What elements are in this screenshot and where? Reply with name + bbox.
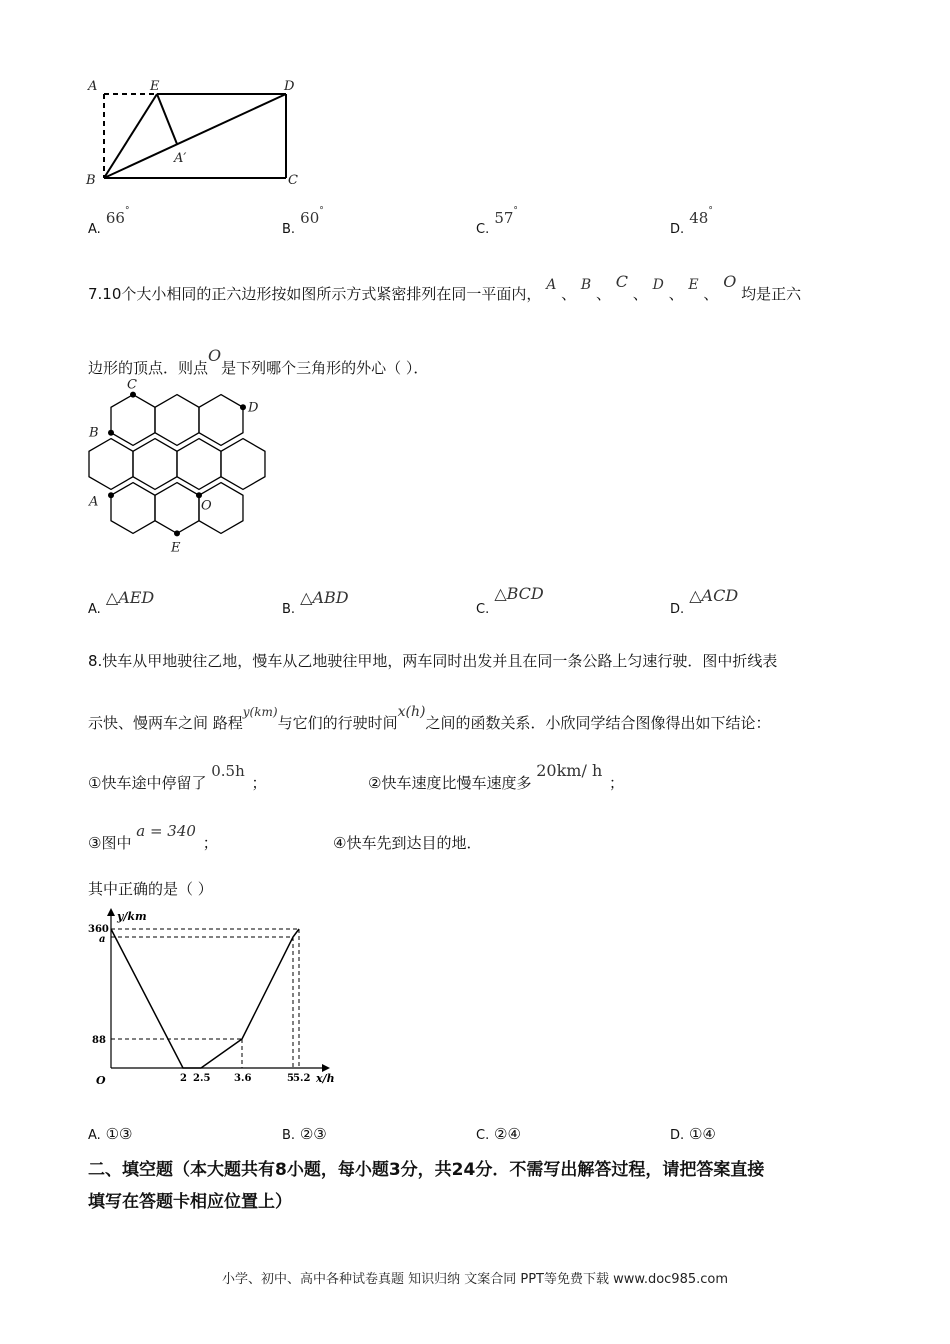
point-E-dot: [174, 530, 180, 536]
point-E-label: E: [170, 540, 181, 556]
footer-text: 小学、初中、高中各种试卷真题 知识归纳 文案合同 PPT等免费下载 www.doc985.com: [221, 1272, 729, 1287]
option-label: C.: [476, 602, 490, 617]
q8-x-tick-3-6: 3.6: [234, 1073, 252, 1084]
q7-option-d[interactable]: [670, 586, 739, 617]
option-value: 60: [300, 209, 320, 227]
point-O-label: O: [200, 498, 212, 514]
degree-sign: °: [319, 205, 324, 216]
option-label: D.: [670, 222, 685, 237]
option-label: C.: [476, 1128, 490, 1143]
q7-sep: 、: [561, 285, 577, 303]
option-label: C.: [476, 222, 490, 237]
section-2-heading-line-1: 二、填空题（本大题共有8小题，每小题3分，共24分．不需写出解答过程，请把答案直接: [88, 1160, 765, 1180]
q8-text: 示快、慢两车之间 路程: [88, 714, 243, 732]
q7-text: 7.10个大小相同的正六边形按如图所示方式紧密排列在同一平面内，: [88, 285, 542, 303]
hexagon: [133, 439, 177, 490]
section-2-heading: [88, 1154, 764, 1218]
q8-x-tick-2-5: 2.5: [193, 1073, 211, 1084]
option-label: B.: [282, 222, 296, 237]
point-A-dot: [108, 492, 114, 498]
q8-text: ④快车先到达目的地．: [333, 834, 482, 852]
q7-text: 边形的顶点．则点: [88, 359, 209, 377]
hexagon: [177, 439, 221, 490]
point-A-label: A: [89, 494, 99, 510]
point-D-dot: [240, 404, 246, 410]
q8-question: [88, 879, 213, 899]
option-value: 48: [689, 209, 709, 227]
q8-text: ；: [202, 834, 218, 852]
hexagon: [111, 483, 155, 534]
q6-point-A-prime: A′: [174, 151, 187, 166]
option-label: A.: [88, 1128, 101, 1143]
q7-point-e: E: [688, 277, 699, 293]
q7-line-1: [88, 272, 802, 305]
degree-sign: °: [513, 205, 518, 216]
q8-origin-label: O: [96, 1074, 106, 1087]
q6-rectangle-figure: [80, 72, 310, 192]
degree-sign: °: [124, 205, 130, 216]
point-B-label: B: [89, 425, 99, 441]
q7-option-c[interactable]: [476, 584, 544, 617]
q6-point-D: D: [284, 79, 295, 94]
q8-text: ②快车速度比慢车速度多: [368, 774, 532, 792]
q7-point-c: C: [615, 272, 629, 291]
section-2-heading-line-2: 填写在答题卡相应位置上）: [88, 1192, 292, 1212]
option-label: A.: [88, 222, 101, 237]
q7-text: 是下列哪个三角形的外心（ ）．: [221, 359, 429, 377]
q8-text: ①快车途中停留了: [88, 774, 207, 792]
q8-text: 8.快车从甲地驶往乙地，慢车从乙地驶往甲地，两车同时出发并且在同一条公路上匀速行驶．图中折线表: [88, 652, 778, 670]
q7-sep: 、: [668, 285, 684, 303]
hexagon: [89, 439, 133, 490]
q8-option-c[interactable]: [476, 1124, 521, 1146]
hexagon: [155, 395, 199, 446]
hexagon: [155, 483, 199, 534]
q7-line-2: [88, 346, 429, 378]
q8-math: 20km/ h: [536, 761, 603, 780]
point-C-label: C: [127, 377, 137, 393]
option-label: A.: [88, 602, 101, 617]
q8-text: ③图中: [88, 834, 132, 852]
q7-point-o: O: [723, 272, 737, 291]
q8-distance-time-graph: [84, 906, 334, 1086]
hexagon: [111, 395, 155, 446]
hexagon: [199, 395, 243, 446]
q6-option-d[interactable]: [670, 205, 713, 237]
q8-text: 之间的函数关系．小欣同学结合图像得出如下结论：: [425, 714, 771, 732]
hexagon: [221, 439, 265, 490]
q7-option-a[interactable]: [88, 588, 155, 617]
q8-y-tick-88: 88: [92, 1035, 106, 1046]
q8-y-axis-label: y/km: [117, 910, 147, 923]
option-label: D.: [670, 1128, 685, 1143]
q6-option-c[interactable]: [476, 205, 518, 237]
q7-sep: 、: [703, 285, 719, 303]
q8-x-axis-label: x/h: [316, 1072, 335, 1085]
option-value: 66: [105, 209, 125, 227]
q8-option-d[interactable]: [670, 1124, 716, 1146]
q7-option-b[interactable]: [282, 588, 349, 617]
q8-text: ；: [251, 774, 267, 792]
option-value: △AED: [105, 588, 155, 607]
q8-conclusion-4: [333, 833, 481, 853]
q8-text: 与它们的行驶时间: [277, 714, 398, 732]
q8-x-tick-2: 2: [180, 1073, 187, 1084]
option-value: ②④: [494, 1125, 521, 1143]
q8-y-tick-a: a: [99, 934, 106, 945]
q7-point-d: D: [652, 277, 664, 293]
page-footer: [0, 1268, 950, 1287]
q6-point-E: E: [150, 79, 160, 94]
option-value: ②③: [299, 1125, 327, 1143]
q7-point-o-inline: O: [208, 346, 222, 365]
q8-text: 其中正确的是（ ）: [88, 880, 213, 898]
q7-hexagon-figure: [86, 377, 276, 560]
q8-y-tick-360: 360: [88, 924, 109, 935]
option-label: D.: [670, 602, 685, 617]
q6-point-A: A: [88, 79, 98, 94]
option-value: △ACD: [689, 586, 739, 605]
option-value: 57: [494, 209, 514, 227]
degree-sign: °: [708, 205, 713, 216]
q8-x-tick-5: 5: [287, 1073, 294, 1084]
option-value: △BCD: [494, 584, 544, 603]
q8-line-1: [88, 651, 777, 671]
q8-math: a = 340: [136, 822, 196, 840]
option-value: ①④: [688, 1125, 716, 1143]
q8-conclusion-2: [368, 761, 625, 793]
q7-point-a: A: [546, 277, 557, 293]
q6-point-B: B: [86, 173, 96, 188]
q6-point-C: C: [288, 173, 298, 188]
q8-line-2: [88, 704, 771, 734]
q8-x-tick-5-2: 5.2: [293, 1073, 311, 1084]
q8-option-b[interactable]: [282, 1124, 327, 1146]
q7-text: 均是正六: [741, 285, 802, 303]
q8-conclusion-3: [88, 822, 218, 853]
q7-point-b: B: [580, 277, 592, 293]
q8-math: 0.5h: [211, 762, 245, 780]
point-B-dot: [108, 430, 114, 436]
q8-conclusion-1: [88, 762, 267, 793]
option-label: B.: [282, 602, 296, 617]
option-value: △ABD: [300, 588, 349, 607]
q8-y-variable: y(km): [242, 705, 278, 719]
q8-x-variable: x(h): [397, 704, 426, 720]
q8-text: ；: [609, 774, 625, 792]
point-D-label: D: [247, 400, 259, 416]
q6-option-a[interactable]: [88, 205, 130, 237]
q8-option-a[interactable]: [88, 1124, 132, 1146]
q7-sep: 、: [595, 285, 611, 303]
option-value: ①③: [105, 1125, 133, 1143]
q6-option-b[interactable]: [282, 205, 324, 237]
q7-sep: 、: [632, 285, 648, 303]
option-label: B.: [282, 1128, 296, 1143]
